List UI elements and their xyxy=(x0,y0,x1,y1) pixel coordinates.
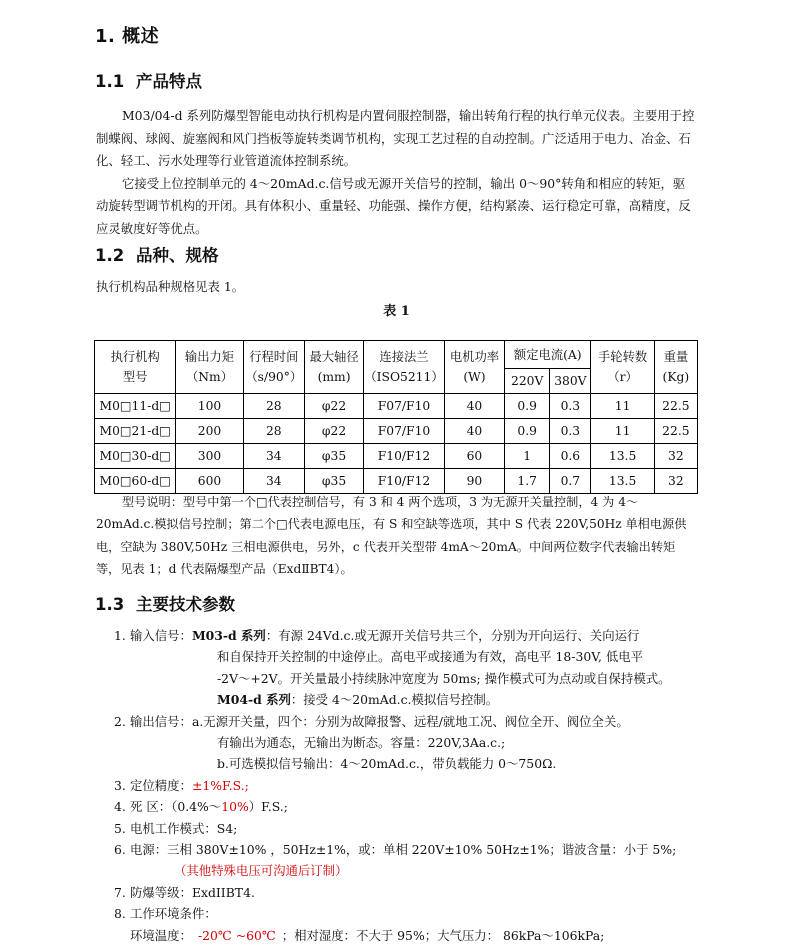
series-m04: M04-d 系列 xyxy=(217,692,291,708)
cell-time: 34 xyxy=(243,444,304,469)
header-power-line2: (W) xyxy=(463,370,486,384)
cell-torque: 300 xyxy=(176,444,243,469)
table-row xyxy=(95,419,698,444)
item-number: 1. xyxy=(114,628,126,643)
cell-shaft: φ35 xyxy=(304,444,363,469)
header-hand-line1: 手轮转数 xyxy=(597,350,648,364)
header-model-line1: 执行机构 xyxy=(110,350,160,364)
header-flange-line1: 连接法兰 xyxy=(379,350,429,364)
cell-power: 90 xyxy=(444,469,504,494)
section-title-specs: 1.2 品种、规格 xyxy=(95,246,219,265)
dead-zone-pre: （0.4%～ xyxy=(171,799,222,815)
dead-zone-red: 10% xyxy=(221,799,249,815)
cell-model: M0□30-d□ xyxy=(95,444,176,469)
item-number: 3. xyxy=(114,777,126,793)
cell-model: M0□60-d□ xyxy=(95,469,176,494)
cell-shaft: φ35 xyxy=(304,469,363,494)
input-text-m04: ：接受 4～20mAd.c.模拟信号控制。 xyxy=(290,692,499,708)
list-item-environment xyxy=(114,903,704,924)
cell-time: 28 xyxy=(243,419,304,444)
list-item-input-signal xyxy=(114,625,704,711)
header-torque-line1: 输出力矩 xyxy=(184,350,235,364)
cell-power: 60 xyxy=(444,444,504,469)
item-number: 7. xyxy=(114,884,126,900)
header-torque xyxy=(176,341,243,394)
header-shaft-line1: 最大轴径 xyxy=(309,350,359,364)
item-label: 输入信号： xyxy=(130,628,192,643)
header-current: 额定电流(A) xyxy=(505,341,591,369)
header-current-220: 220V xyxy=(505,369,550,394)
item-number: 6. xyxy=(114,842,126,858)
header-weight xyxy=(654,341,697,394)
table-row xyxy=(95,444,698,469)
cell-shaft: φ22 xyxy=(304,394,363,419)
cell-flange: F07/F10 xyxy=(364,419,445,444)
output-text-line2: 有输出为通态，无输出为断态。容量：220V,3Aa.c.; xyxy=(217,735,506,751)
header-time-line2: （s/90°） xyxy=(245,370,303,384)
list-item-accuracy xyxy=(114,775,704,796)
power-supply-custom-note: （其他特殊电压可沟通后订制） xyxy=(174,863,348,879)
section-title-features: 1.1 产品特点 xyxy=(95,72,202,91)
environment-heading: 工作环境条件： xyxy=(130,906,217,922)
section-title-parameters: 1.3 主要技术参数 xyxy=(95,595,235,614)
table-row xyxy=(95,469,698,494)
env-temp-label: 环境温度： xyxy=(130,927,192,943)
input-text-line4 xyxy=(130,689,704,710)
env-temp-range: -20℃ ~60℃ xyxy=(197,927,276,943)
item-label: 死 区： xyxy=(130,799,172,815)
cell-handwheel: 11 xyxy=(591,394,654,419)
header-weight-line1: 重量 xyxy=(663,350,689,364)
output-text-line3: b.可选模拟信号输出：4～20mAd.c.，带负载能力 0～750Ω. xyxy=(217,756,557,772)
env-other-conditions: ；相对湿度：不大于 95%；大气压力： 86kPa～106kPa; xyxy=(281,927,605,943)
cell-handwheel: 13.5 xyxy=(591,469,654,494)
features-paragraph-2: 它接受上位控制单元的 4～20mAd.c.信号或无源开关信号的控制，输出 0～90°转角和相应的转矩，驱动旋转型调节机构的开闭。具有体积小、重量轻、功能强、操作方便，结构紧凑、运行稳定可靠，高精度，反应灵敏度好等优点。 xyxy=(96,175,691,236)
cell-current-220: 1 xyxy=(505,444,550,469)
cell-current-380: 0.3 xyxy=(550,419,591,444)
output-text-line1: a.无源开关量，四个：分别为故障报警、远程/就地工况、阀位全开、阀位全关。 xyxy=(191,713,629,729)
header-hand-line2: （r） xyxy=(607,370,638,384)
cell-weight: 22.5 xyxy=(654,419,697,444)
cell-weight: 22.5 xyxy=(654,394,697,419)
header-power-line1: 电机功率 xyxy=(449,350,500,364)
motor-mode-text: 电机工作模式：S4; xyxy=(130,820,238,836)
features-text xyxy=(96,105,696,240)
cell-current-380: 0.3 xyxy=(550,394,591,419)
cell-handwheel: 13.5 xyxy=(591,444,654,469)
cell-current-380: 0.6 xyxy=(550,444,591,469)
environment-conditions xyxy=(114,925,704,946)
dead-zone-post: ）F.S.; xyxy=(248,799,288,815)
cell-current-220: 0.9 xyxy=(505,419,550,444)
cell-current-220: 1.7 xyxy=(505,469,550,494)
cell-handwheel: 11 xyxy=(591,419,654,444)
cell-current-220: 0.9 xyxy=(505,394,550,419)
cell-torque: 200 xyxy=(176,419,243,444)
cell-torque: 600 xyxy=(176,469,243,494)
cell-weight: 32 xyxy=(654,469,697,494)
header-stroke-time xyxy=(243,341,304,394)
header-current-380: 380V xyxy=(550,369,591,394)
header-weight-line2: (Kg) xyxy=(662,370,690,384)
specs-intro: 执行机构品种规格见表 1。 xyxy=(96,279,245,294)
input-text-line2: 和自保持开关控制的中途停止。高电平或接通为有效，高电平 18-30V, 低电平 xyxy=(217,649,644,665)
item-label: 定位精度： xyxy=(130,777,192,793)
list-item-motor-mode xyxy=(114,818,704,839)
chapter-title: 1. 概述 xyxy=(95,26,160,47)
features-paragraph-1: M03/04-d 系列防爆型智能电动执行机构是内置伺服控制器，输出转角行程的执行单元仪表。主要用于控制蝶阀、球阀、旋塞阀和风门挡板等旋转类调节机构，实现工艺过程的自动控制。广泛适用于电力、冶金、石化、轻工、污水处理等行业管道流体控制系统。 xyxy=(96,108,695,168)
cell-flange: F07/F10 xyxy=(364,394,445,419)
item-label: 输出信号： xyxy=(130,713,192,729)
input-text-line1: ：有源 24Vd.c.或无源开关信号共三个，分别为开向运行、关向运行 xyxy=(265,628,640,643)
header-time-line1: 行程时间 xyxy=(249,350,299,364)
cell-current-380: 0.7 xyxy=(550,469,591,494)
header-flange-line2: （ISO5211） xyxy=(364,370,444,384)
cell-power: 40 xyxy=(444,419,504,444)
header-torque-line2: （Nm） xyxy=(186,370,234,384)
list-item-dead-zone xyxy=(114,796,704,817)
table-row xyxy=(95,394,698,419)
item-number: 8. xyxy=(114,906,126,922)
table-caption: 表 1 xyxy=(383,304,410,319)
list-item-output-signal xyxy=(114,711,704,775)
item-number: 4. xyxy=(114,799,126,815)
input-text-line3: -2V～+2V。开关量最小持续脉冲宽度为 50ms; 操作模式可为点动或自保持模式。 xyxy=(217,670,671,686)
header-shaft xyxy=(304,341,363,394)
cell-flange: F10/F12 xyxy=(364,444,445,469)
cell-model: M0□11-d□ xyxy=(95,394,176,419)
list-item-explosion-proof xyxy=(114,882,704,903)
item-number: 5. xyxy=(114,820,126,836)
header-model xyxy=(95,341,176,394)
spec-table xyxy=(94,340,698,494)
cell-weight: 32 xyxy=(654,444,697,469)
power-supply-text: 电源：三相 380V±10% ，50Hz±1%，或：单相 220V±10% 50Hz±1%；谐波含量：小于 5%; xyxy=(130,842,677,858)
header-shaft-line2: (mm) xyxy=(317,370,351,384)
cell-time: 34 xyxy=(243,469,304,494)
cell-torque: 100 xyxy=(176,394,243,419)
header-handwheel xyxy=(591,341,654,394)
model-note: 型号说明：型号中第一个□代表控制信号，有 3 和 4 两个选项，3 为无源开关量控制，4 为 4～20mAd.c.模拟信号控制；第二个□代表电源电压，有 S 和空缺等选项，其中 S 代表 220V,50Hz 单相电源供电，空缺为 380V,50Hz 三相电源供电，另外，c 代表开关型带 4mA～20mA。中间两位数字代表输出转矩等，见表 1；d 代表隔爆型产品（ExdⅡBT4）。 xyxy=(96,495,687,576)
header-model-line2: 型号 xyxy=(122,370,148,384)
cell-shaft: φ22 xyxy=(304,419,363,444)
accuracy-value: ±1%F.S.; xyxy=(191,777,249,793)
list-item-power-supply xyxy=(114,839,704,882)
cell-flange: F10/F12 xyxy=(364,469,445,494)
cell-power: 40 xyxy=(444,394,504,419)
explosion-proof-text: 防爆等级：ExdIIBT4. xyxy=(130,884,255,900)
cell-model: M0□21-d□ xyxy=(95,419,176,444)
header-power xyxy=(444,341,504,394)
parameter-list xyxy=(114,625,704,946)
header-flange xyxy=(364,341,445,394)
series-m03: M03-d 系列 xyxy=(191,628,266,643)
item-number: 2. xyxy=(114,713,126,729)
cell-time: 28 xyxy=(243,394,304,419)
